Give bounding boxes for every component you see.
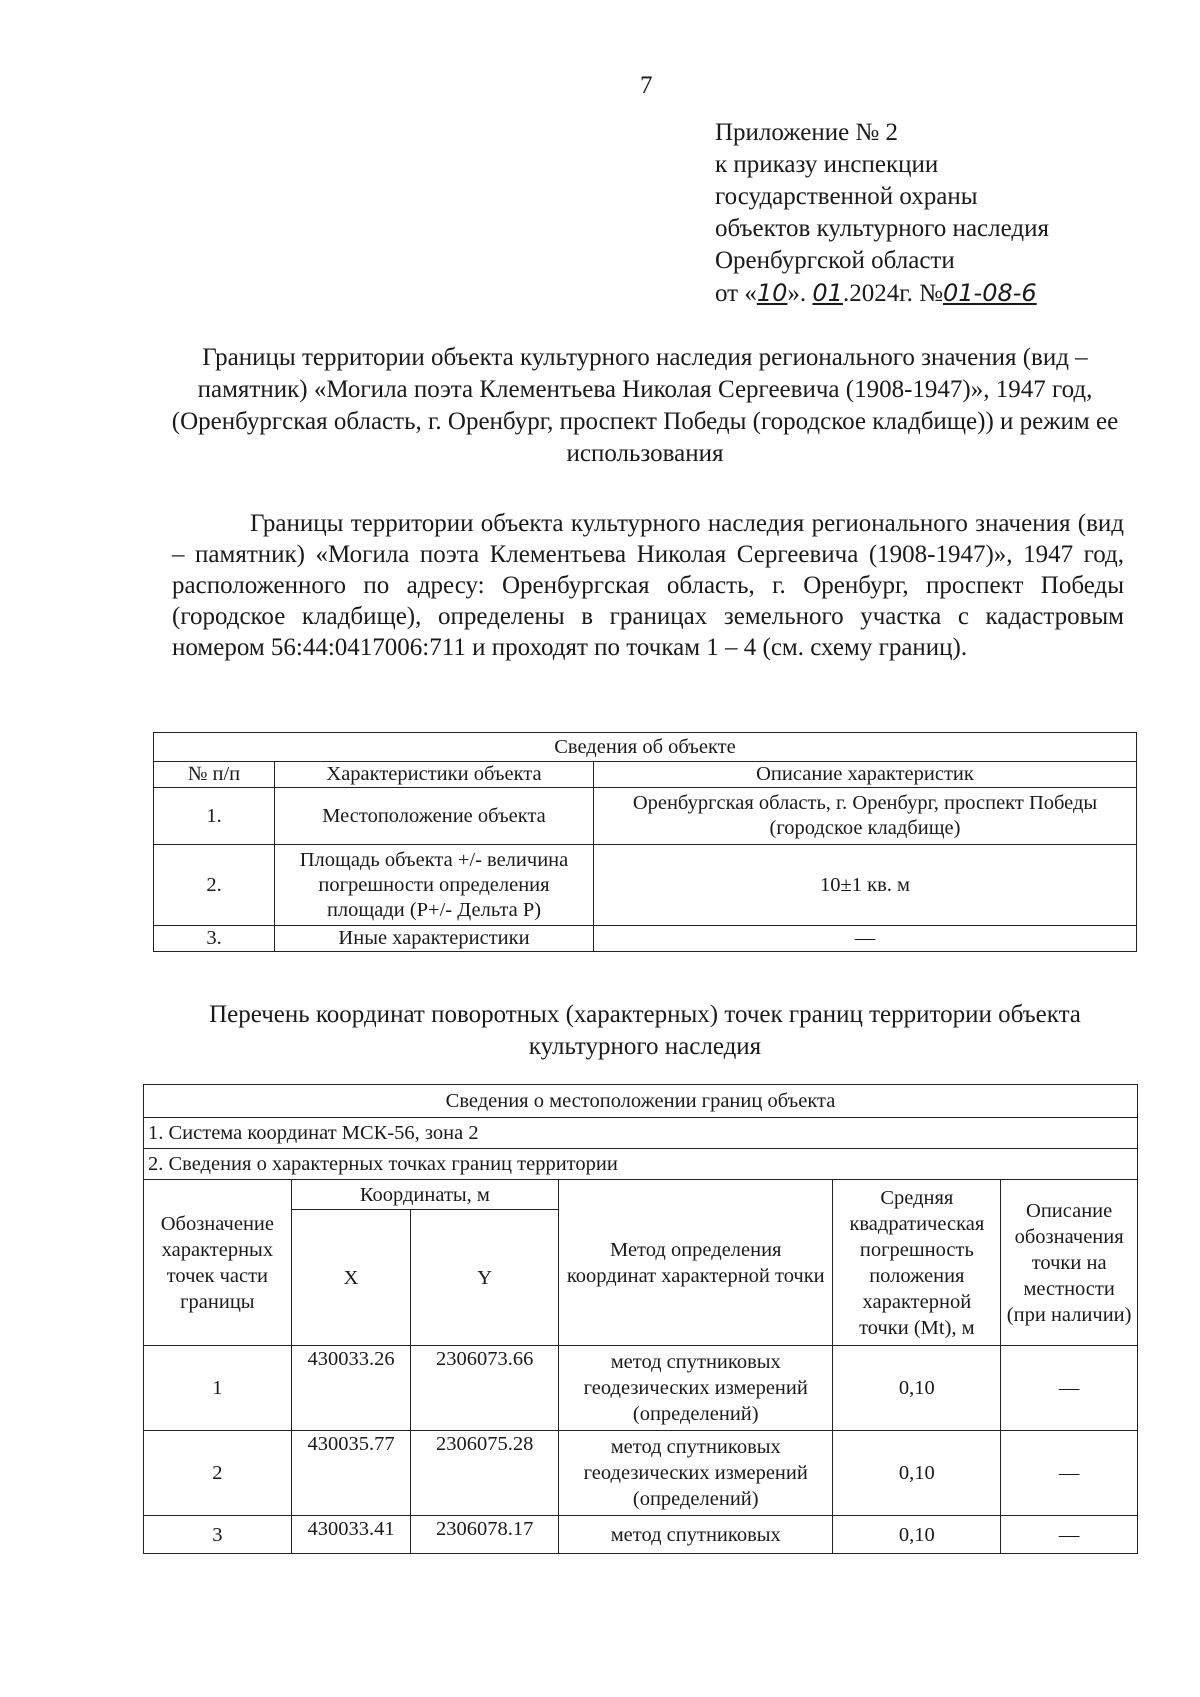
row-number: 2. — [154, 845, 275, 926]
method: метод спутниковых — [559, 1516, 833, 1554]
table-row — [144, 1516, 1138, 1554]
header-x: X — [291, 1210, 411, 1346]
date-prefix: от « — [715, 280, 757, 307]
mean-square-error: 0,10 — [833, 1346, 1001, 1431]
page-number: 7 — [640, 72, 653, 99]
table-row — [144, 1431, 1138, 1516]
row-description: — — [594, 926, 1137, 952]
appendix-line: Приложение № 2 — [715, 119, 899, 146]
y-coordinate: 2306078.17 — [411, 1516, 559, 1554]
y-coordinate: 2306075.28 — [411, 1431, 559, 1516]
point-description: — — [1001, 1346, 1138, 1431]
table-row — [144, 1346, 1138, 1431]
mean-square-error: 0,10 — [833, 1431, 1001, 1516]
handwritten-order-number: 01-08-6 — [943, 279, 1037, 307]
appendix-line: Оренбургской области — [715, 247, 955, 274]
row-description: Оренбургская область, г. Оренбург, проспект Победы (городское кладбище) — [594, 788, 1137, 845]
point-description: — — [1001, 1431, 1138, 1516]
row-number: 3. — [154, 926, 275, 952]
handwritten-month: 01 — [812, 279, 843, 307]
x-coordinate: 430033.41 — [291, 1516, 411, 1554]
date-year: .2024г. № — [842, 280, 943, 307]
point-number: 2 — [144, 1431, 292, 1516]
point-description: — — [1001, 1516, 1138, 1554]
date-separator: ». — [787, 280, 813, 307]
row-characteristic: Иные характеристики — [275, 926, 594, 952]
table-row — [154, 788, 1137, 845]
table-caption: Сведения о местоположении границ объекта — [144, 1085, 1138, 1118]
header-y: Y — [411, 1210, 559, 1346]
appendix-line: к приказу инспекции — [715, 151, 939, 178]
method: метод спутниковых геодезических измерений (определений) — [559, 1431, 833, 1516]
appendix-block — [715, 117, 1049, 310]
point-number: 3 — [144, 1516, 292, 1554]
description-paragraph: Границы территории объекта культурного наследия регионального значения (вид – памятник) «Могила поэта Клементьева Николая Сергеевича (1908-1947)», 1947 год, расположенного по адресу: Оренбургская область, г. Оренбург, проспект Победы (городское кладбище), определены в границах земельного участка с кадастровым номером 56:44:0417006:711 и проходят по точкам 1 – 4 (см. схему границ). — [172, 510, 1124, 661]
table-row — [154, 845, 1137, 926]
appendix-line: объектов культурного наследия — [715, 215, 1049, 242]
point-number: 1 — [144, 1346, 292, 1431]
header-coordinates: Координаты, м — [291, 1180, 558, 1210]
column-header: Описание характеристик — [594, 762, 1137, 788]
header-description: Описание обозначения точки на местности (при наличии) — [1001, 1180, 1138, 1346]
handwritten-day: 10 — [756, 279, 788, 307]
row-characteristic: Площадь объекта +/- величина погрешности определения площади (Р+/- Дельта Р) — [275, 845, 594, 926]
column-header: Характеристики объекта — [275, 762, 594, 788]
order-date-line — [715, 277, 1049, 310]
header-method: Метод определения координат характерной точки — [559, 1180, 833, 1346]
row-description: 10±1 кв. м — [594, 845, 1137, 926]
y-coordinate: 2306073.66 — [411, 1346, 559, 1431]
coordinate-system: 1. Система координат МСК-56, зона 2 — [144, 1118, 1138, 1149]
document-title: Границы территории объекта культурного наследия регионального значения (вид – памятник) «Могила поэта Клементьева Николая Сергеевича (1908-1947)», 1947 год, (Оренбургская область, г. Оренбург, проспект Победы (городское кладбище)) и режим ее использования — [171, 344, 1119, 467]
header-point: Обозначение характерных точек части границы — [144, 1180, 292, 1346]
mean-square-error: 0,10 — [833, 1516, 1001, 1554]
x-coordinate: 430035.77 — [291, 1431, 411, 1516]
column-header: № п/п — [154, 762, 275, 788]
row-characteristic: Местоположение объекта — [275, 788, 594, 845]
points-caption: 2. Сведения о характерных точках границ территории — [144, 1149, 1138, 1180]
row-number: 1. — [154, 788, 275, 845]
appendix-line: государственной охраны — [715, 183, 978, 210]
coordinates-section-title: Перечень координат поворотных (характерных) точек границ территории объекта культурного наследия — [209, 1001, 1081, 1060]
object-info-table — [153, 732, 1137, 952]
table-row — [154, 926, 1137, 952]
method: метод спутниковых геодезических измерений (определений) — [559, 1346, 833, 1431]
table-caption: Сведения об объекте — [154, 733, 1137, 762]
x-coordinate: 430033.26 — [291, 1346, 411, 1431]
coordinates-table — [143, 1084, 1138, 1554]
header-error: Средняя квадратическая погрешность положения характерной точки (Mt), м — [833, 1180, 1001, 1346]
